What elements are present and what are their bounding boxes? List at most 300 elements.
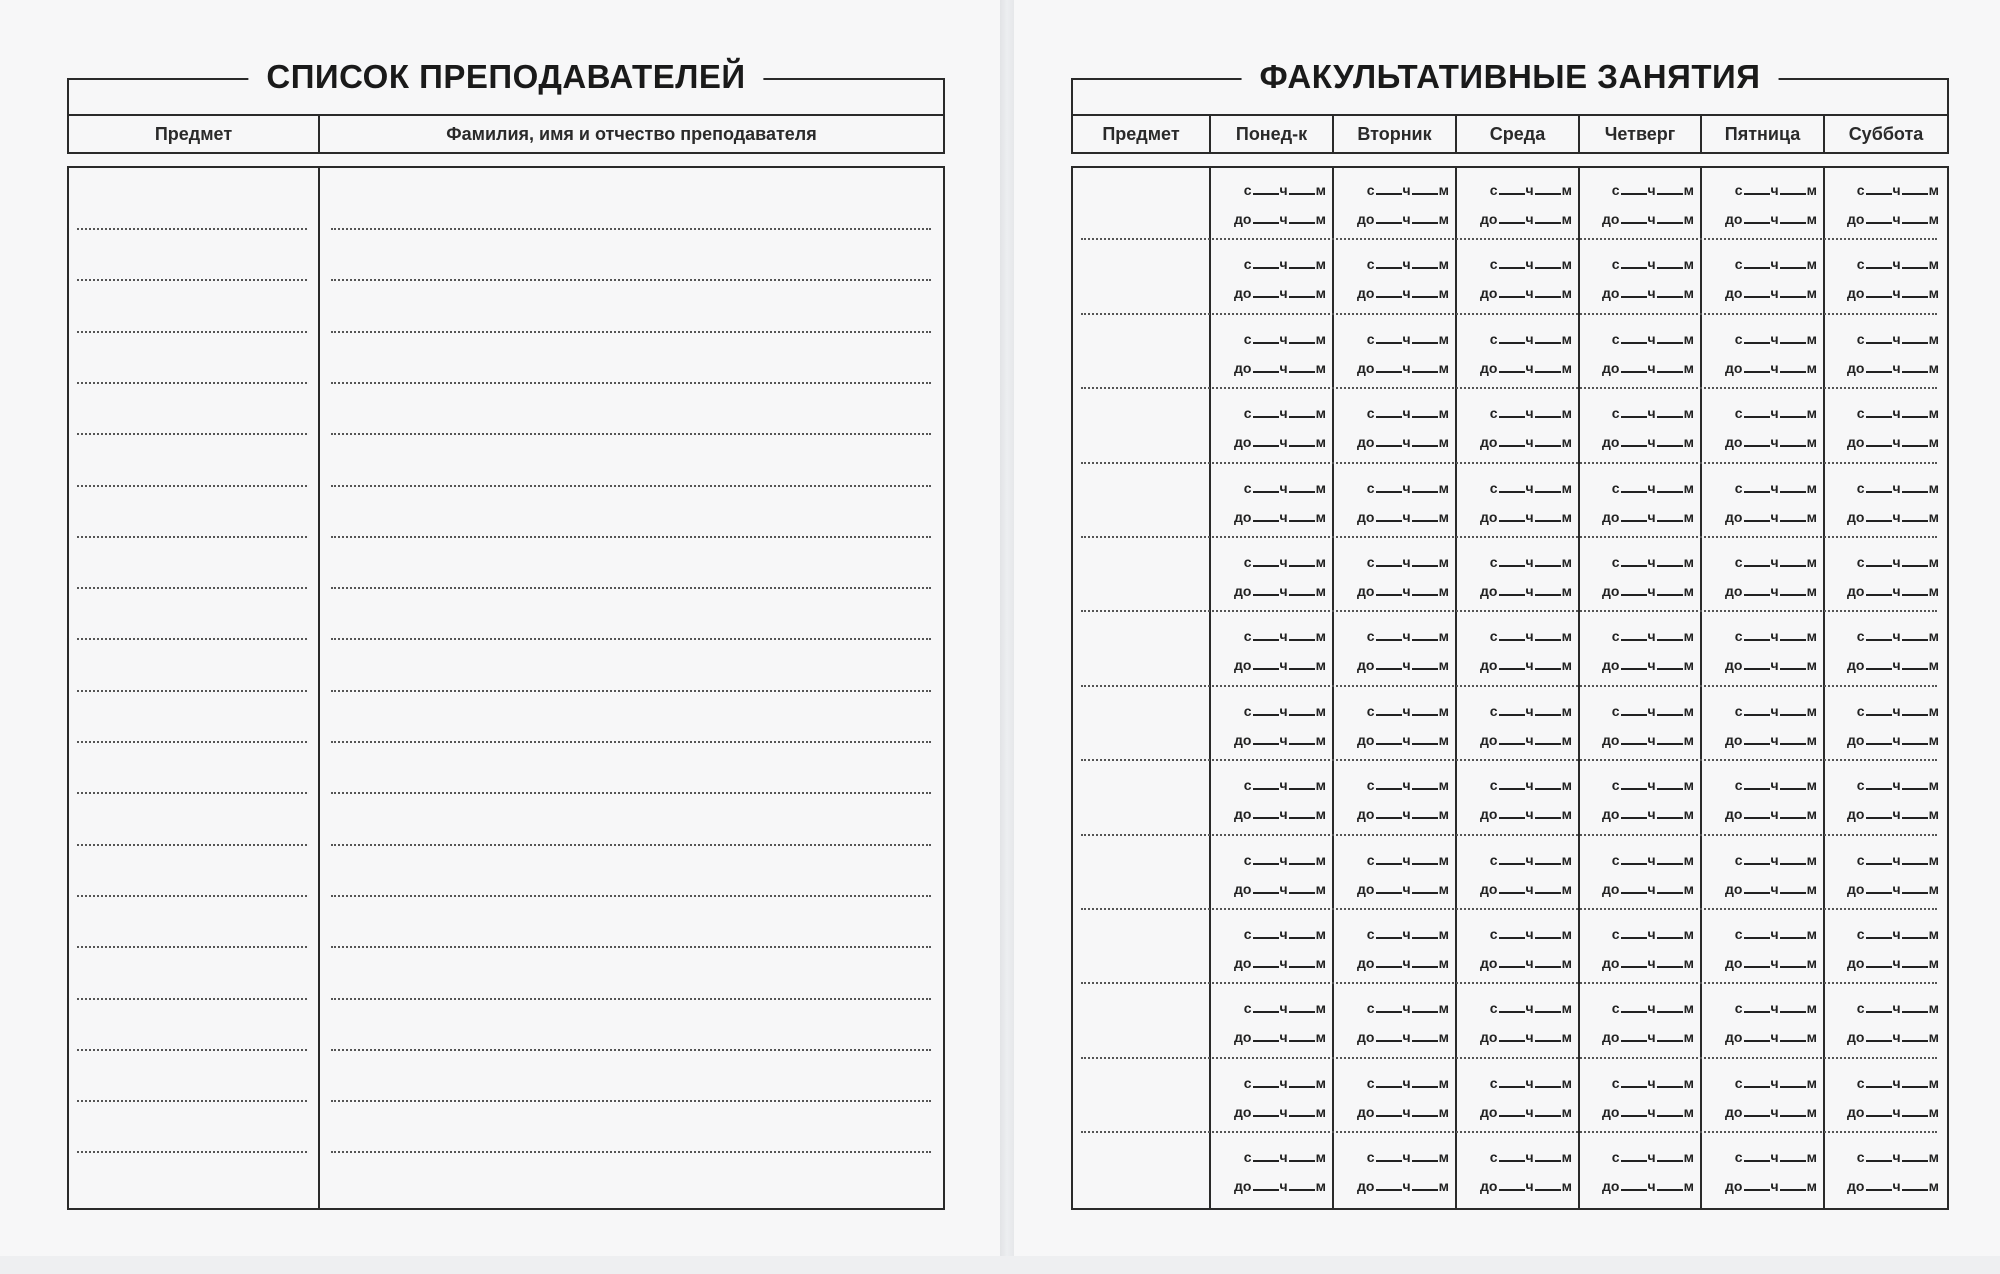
time-slot-cell[interactable] xyxy=(1702,689,1823,763)
teacher-name-write-line[interactable] xyxy=(331,690,931,692)
time-from-field[interactable] xyxy=(1825,848,1945,868)
time-to-field[interactable] xyxy=(1825,802,1945,822)
time-from-field[interactable] xyxy=(1211,476,1332,496)
time-slot-cell[interactable] xyxy=(1457,466,1578,540)
time-to-field[interactable] xyxy=(1702,1100,1823,1120)
time-from-field[interactable] xyxy=(1457,773,1578,793)
time-slot-cell[interactable] xyxy=(1457,391,1578,465)
teacher-name-write-line[interactable] xyxy=(331,433,931,435)
time-to-field[interactable] xyxy=(1334,505,1455,525)
time-from-field[interactable] xyxy=(1334,550,1455,570)
time-slot-cell[interactable] xyxy=(1334,466,1455,540)
time-from-field[interactable] xyxy=(1334,252,1455,272)
time-to-field[interactable] xyxy=(1211,951,1332,971)
subject-write-line[interactable] xyxy=(77,946,307,948)
elective-subject-cell[interactable] xyxy=(1073,1135,1211,1209)
time-to-field[interactable] xyxy=(1825,1025,1945,1045)
teacher-name-write-line[interactable] xyxy=(331,382,931,384)
time-to-field[interactable] xyxy=(1211,579,1332,599)
time-from-field[interactable] xyxy=(1334,624,1455,644)
time-to-field[interactable] xyxy=(1580,802,1700,822)
time-slot-cell[interactable] xyxy=(1702,1061,1823,1135)
time-from-field[interactable] xyxy=(1702,922,1823,942)
time-slot-cell[interactable] xyxy=(1457,838,1578,912)
time-to-field[interactable] xyxy=(1457,802,1578,822)
time-to-field[interactable] xyxy=(1580,1025,1700,1045)
time-from-field[interactable] xyxy=(1211,252,1332,272)
time-to-field[interactable] xyxy=(1580,653,1700,673)
time-to-field[interactable] xyxy=(1457,579,1578,599)
time-slot-cell[interactable] xyxy=(1825,1061,1945,1135)
time-slot-cell[interactable] xyxy=(1211,242,1332,316)
time-from-field[interactable] xyxy=(1580,624,1700,644)
subject-write-line[interactable] xyxy=(77,895,307,897)
time-slot-cell[interactable] xyxy=(1825,838,1945,912)
time-to-field[interactable] xyxy=(1702,356,1823,376)
time-to-field[interactable] xyxy=(1457,1025,1578,1045)
time-from-field[interactable] xyxy=(1580,327,1700,347)
time-from-field[interactable] xyxy=(1702,1145,1823,1165)
teacher-name-write-line[interactable] xyxy=(331,844,931,846)
elective-subject-cell[interactable] xyxy=(1073,614,1211,688)
time-slot-cell[interactable] xyxy=(1457,317,1578,391)
time-from-field[interactable] xyxy=(1334,996,1455,1016)
time-to-field[interactable] xyxy=(1457,281,1578,301)
time-to-field[interactable] xyxy=(1702,802,1823,822)
time-from-field[interactable] xyxy=(1457,401,1578,421)
time-slot-cell[interactable] xyxy=(1457,689,1578,763)
subject-write-line[interactable] xyxy=(77,279,307,281)
time-from-field[interactable] xyxy=(1334,848,1455,868)
time-to-field[interactable] xyxy=(1580,356,1700,376)
time-from-field[interactable] xyxy=(1825,401,1945,421)
teacher-name-write-line[interactable] xyxy=(331,587,931,589)
time-to-field[interactable] xyxy=(1825,1100,1945,1120)
time-from-field[interactable] xyxy=(1702,327,1823,347)
time-slot-cell[interactable] xyxy=(1457,540,1578,614)
time-from-field[interactable] xyxy=(1702,252,1823,272)
time-slot-cell[interactable] xyxy=(1211,1061,1332,1135)
time-slot-cell[interactable] xyxy=(1702,912,1823,986)
time-slot-cell[interactable] xyxy=(1211,1135,1332,1209)
time-to-field[interactable] xyxy=(1334,281,1455,301)
time-slot-cell[interactable] xyxy=(1580,1135,1700,1209)
elective-subject-cell[interactable] xyxy=(1073,912,1211,986)
time-to-field[interactable] xyxy=(1825,951,1945,971)
time-slot-cell[interactable] xyxy=(1702,986,1823,1060)
time-to-field[interactable] xyxy=(1334,1025,1455,1045)
time-from-field[interactable] xyxy=(1702,476,1823,496)
elective-subject-cell[interactable] xyxy=(1073,838,1211,912)
time-slot-cell[interactable] xyxy=(1702,614,1823,688)
subject-write-line[interactable] xyxy=(77,1049,307,1051)
time-from-field[interactable] xyxy=(1457,252,1578,272)
time-from-field[interactable] xyxy=(1457,848,1578,868)
time-from-field[interactable] xyxy=(1211,624,1332,644)
elective-subject-cell[interactable] xyxy=(1073,391,1211,465)
subject-write-line[interactable] xyxy=(77,382,307,384)
time-slot-cell[interactable] xyxy=(1211,838,1332,912)
time-slot-cell[interactable] xyxy=(1334,317,1455,391)
subject-write-line[interactable] xyxy=(77,844,307,846)
time-from-field[interactable] xyxy=(1702,773,1823,793)
time-from-field[interactable] xyxy=(1580,848,1700,868)
time-slot-cell[interactable] xyxy=(1702,838,1823,912)
subject-write-line[interactable] xyxy=(77,638,307,640)
time-to-field[interactable] xyxy=(1457,356,1578,376)
time-to-field[interactable] xyxy=(1825,356,1945,376)
time-from-field[interactable] xyxy=(1580,476,1700,496)
subject-write-line[interactable] xyxy=(77,741,307,743)
teacher-name-write-line[interactable] xyxy=(331,331,931,333)
time-from-field[interactable] xyxy=(1580,178,1700,198)
elective-subject-cell[interactable] xyxy=(1073,986,1211,1060)
subject-write-line[interactable] xyxy=(77,228,307,230)
time-to-field[interactable] xyxy=(1702,653,1823,673)
time-slot-cell[interactable] xyxy=(1211,986,1332,1060)
time-from-field[interactable] xyxy=(1457,1071,1578,1091)
time-from-field[interactable] xyxy=(1580,401,1700,421)
subject-write-line[interactable] xyxy=(77,587,307,589)
time-from-field[interactable] xyxy=(1580,922,1700,942)
time-from-field[interactable] xyxy=(1580,550,1700,570)
time-from-field[interactable] xyxy=(1825,624,1945,644)
time-slot-cell[interactable] xyxy=(1825,466,1945,540)
time-from-field[interactable] xyxy=(1702,178,1823,198)
time-to-field[interactable] xyxy=(1457,505,1578,525)
time-from-field[interactable] xyxy=(1457,550,1578,570)
time-from-field[interactable] xyxy=(1825,1145,1945,1165)
time-from-field[interactable] xyxy=(1457,178,1578,198)
time-from-field[interactable] xyxy=(1211,550,1332,570)
time-slot-cell[interactable] xyxy=(1457,1061,1578,1135)
time-to-field[interactable] xyxy=(1334,951,1455,971)
time-to-field[interactable] xyxy=(1580,728,1700,748)
time-slot-cell[interactable] xyxy=(1825,986,1945,1060)
time-to-field[interactable] xyxy=(1457,1174,1578,1194)
time-to-field[interactable] xyxy=(1825,877,1945,897)
time-from-field[interactable] xyxy=(1211,922,1332,942)
time-to-field[interactable] xyxy=(1702,728,1823,748)
time-from-field[interactable] xyxy=(1211,1145,1332,1165)
subject-write-line[interactable] xyxy=(77,331,307,333)
time-to-field[interactable] xyxy=(1211,653,1332,673)
time-from-field[interactable] xyxy=(1457,996,1578,1016)
time-to-field[interactable] xyxy=(1334,728,1455,748)
teacher-name-write-line[interactable] xyxy=(331,228,931,230)
time-to-field[interactable] xyxy=(1334,207,1455,227)
time-to-field[interactable] xyxy=(1211,1025,1332,1045)
time-from-field[interactable] xyxy=(1457,699,1578,719)
time-from-field[interactable] xyxy=(1334,773,1455,793)
time-to-field[interactable] xyxy=(1825,281,1945,301)
time-to-field[interactable] xyxy=(1457,877,1578,897)
time-from-field[interactable] xyxy=(1825,252,1945,272)
time-to-field[interactable] xyxy=(1825,728,1945,748)
time-slot-cell[interactable] xyxy=(1457,986,1578,1060)
time-slot-cell[interactable] xyxy=(1825,391,1945,465)
time-from-field[interactable] xyxy=(1702,848,1823,868)
time-slot-cell[interactable] xyxy=(1825,763,1945,837)
time-from-field[interactable] xyxy=(1457,624,1578,644)
time-slot-cell[interactable] xyxy=(1825,317,1945,391)
teacher-name-write-line[interactable] xyxy=(331,792,931,794)
elective-subject-cell[interactable] xyxy=(1073,1061,1211,1135)
time-to-field[interactable] xyxy=(1334,356,1455,376)
time-to-field[interactable] xyxy=(1580,1174,1700,1194)
time-from-field[interactable] xyxy=(1457,1145,1578,1165)
teacher-name-write-line[interactable] xyxy=(331,895,931,897)
time-slot-cell[interactable] xyxy=(1580,763,1700,837)
time-from-field[interactable] xyxy=(1702,996,1823,1016)
time-slot-cell[interactable] xyxy=(1580,986,1700,1060)
time-from-field[interactable] xyxy=(1457,476,1578,496)
time-to-field[interactable] xyxy=(1211,728,1332,748)
time-to-field[interactable] xyxy=(1825,1174,1945,1194)
time-to-field[interactable] xyxy=(1211,356,1332,376)
time-slot-cell[interactable] xyxy=(1334,1061,1455,1135)
time-to-field[interactable] xyxy=(1334,877,1455,897)
time-slot-cell[interactable] xyxy=(1334,1135,1455,1209)
time-to-field[interactable] xyxy=(1457,951,1578,971)
subject-write-line[interactable] xyxy=(77,485,307,487)
time-slot-cell[interactable] xyxy=(1334,838,1455,912)
time-to-field[interactable] xyxy=(1211,207,1332,227)
teacher-name-write-line[interactable] xyxy=(331,638,931,640)
time-slot-cell[interactable] xyxy=(1702,317,1823,391)
subject-write-line[interactable] xyxy=(77,1100,307,1102)
time-slot-cell[interactable] xyxy=(1334,168,1455,242)
time-to-field[interactable] xyxy=(1580,505,1700,525)
time-slot-cell[interactable] xyxy=(1334,614,1455,688)
time-slot-cell[interactable] xyxy=(1457,763,1578,837)
time-slot-cell[interactable] xyxy=(1457,912,1578,986)
time-to-field[interactable] xyxy=(1702,207,1823,227)
time-from-field[interactable] xyxy=(1580,252,1700,272)
time-slot-cell[interactable] xyxy=(1211,168,1332,242)
time-slot-cell[interactable] xyxy=(1580,391,1700,465)
time-slot-cell[interactable] xyxy=(1580,912,1700,986)
time-slot-cell[interactable] xyxy=(1702,540,1823,614)
time-to-field[interactable] xyxy=(1211,1174,1332,1194)
time-to-field[interactable] xyxy=(1211,281,1332,301)
time-to-field[interactable] xyxy=(1825,430,1945,450)
time-to-field[interactable] xyxy=(1825,505,1945,525)
time-from-field[interactable] xyxy=(1825,327,1945,347)
teacher-name-write-line[interactable] xyxy=(331,536,931,538)
time-from-field[interactable] xyxy=(1580,996,1700,1016)
time-slot-cell[interactable] xyxy=(1457,1135,1578,1209)
time-slot-cell[interactable] xyxy=(1580,168,1700,242)
time-from-field[interactable] xyxy=(1334,922,1455,942)
time-from-field[interactable] xyxy=(1825,922,1945,942)
time-to-field[interactable] xyxy=(1825,579,1945,599)
time-slot-cell[interactable] xyxy=(1702,466,1823,540)
time-slot-cell[interactable] xyxy=(1825,540,1945,614)
time-slot-cell[interactable] xyxy=(1457,614,1578,688)
teachers-table-body[interactable] xyxy=(67,166,945,1210)
time-from-field[interactable] xyxy=(1211,401,1332,421)
time-from-field[interactable] xyxy=(1825,773,1945,793)
time-to-field[interactable] xyxy=(1211,802,1332,822)
time-to-field[interactable] xyxy=(1580,1100,1700,1120)
time-slot-cell[interactable] xyxy=(1825,242,1945,316)
time-slot-cell[interactable] xyxy=(1825,689,1945,763)
time-slot-cell[interactable] xyxy=(1580,1061,1700,1135)
elective-subject-cell[interactable] xyxy=(1073,466,1211,540)
time-from-field[interactable] xyxy=(1211,327,1332,347)
teacher-name-write-line[interactable] xyxy=(331,485,931,487)
time-slot-cell[interactable] xyxy=(1211,763,1332,837)
time-slot-cell[interactable] xyxy=(1702,763,1823,837)
time-slot-cell[interactable] xyxy=(1580,540,1700,614)
time-from-field[interactable] xyxy=(1702,1071,1823,1091)
time-to-field[interactable] xyxy=(1702,951,1823,971)
teacher-name-write-line[interactable] xyxy=(331,741,931,743)
time-slot-cell[interactable] xyxy=(1702,391,1823,465)
time-to-field[interactable] xyxy=(1825,653,1945,673)
time-slot-cell[interactable] xyxy=(1334,986,1455,1060)
time-to-field[interactable] xyxy=(1580,877,1700,897)
time-to-field[interactable] xyxy=(1334,579,1455,599)
electives-table-body[interactable] xyxy=(1071,166,1949,1210)
time-to-field[interactable] xyxy=(1457,728,1578,748)
time-from-field[interactable] xyxy=(1825,1071,1945,1091)
time-from-field[interactable] xyxy=(1580,1145,1700,1165)
time-slot-cell[interactable] xyxy=(1825,168,1945,242)
time-to-field[interactable] xyxy=(1457,1100,1578,1120)
time-to-field[interactable] xyxy=(1211,505,1332,525)
time-slot-cell[interactable] xyxy=(1580,689,1700,763)
time-to-field[interactable] xyxy=(1825,207,1945,227)
teacher-name-write-line[interactable] xyxy=(331,946,931,948)
time-from-field[interactable] xyxy=(1580,1071,1700,1091)
time-slot-cell[interactable] xyxy=(1457,242,1578,316)
time-from-field[interactable] xyxy=(1334,1071,1455,1091)
time-to-field[interactable] xyxy=(1334,653,1455,673)
time-to-field[interactable] xyxy=(1334,1100,1455,1120)
time-to-field[interactable] xyxy=(1702,1025,1823,1045)
time-from-field[interactable] xyxy=(1211,996,1332,1016)
time-slot-cell[interactable] xyxy=(1211,540,1332,614)
time-from-field[interactable] xyxy=(1702,699,1823,719)
time-from-field[interactable] xyxy=(1334,327,1455,347)
teacher-name-write-line[interactable] xyxy=(331,1151,931,1153)
subject-write-line[interactable] xyxy=(77,792,307,794)
elective-subject-cell[interactable] xyxy=(1073,242,1211,316)
time-slot-cell[interactable] xyxy=(1825,912,1945,986)
time-to-field[interactable] xyxy=(1580,579,1700,599)
time-slot-cell[interactable] xyxy=(1580,614,1700,688)
time-from-field[interactable] xyxy=(1211,773,1332,793)
time-slot-cell[interactable] xyxy=(1334,912,1455,986)
time-slot-cell[interactable] xyxy=(1702,1135,1823,1209)
time-to-field[interactable] xyxy=(1702,281,1823,301)
time-slot-cell[interactable] xyxy=(1580,317,1700,391)
subject-write-line[interactable] xyxy=(77,536,307,538)
time-to-field[interactable] xyxy=(1580,951,1700,971)
elective-subject-cell[interactable] xyxy=(1073,540,1211,614)
time-from-field[interactable] xyxy=(1334,476,1455,496)
elective-subject-cell[interactable] xyxy=(1073,168,1211,242)
time-from-field[interactable] xyxy=(1334,401,1455,421)
time-from-field[interactable] xyxy=(1334,178,1455,198)
time-to-field[interactable] xyxy=(1702,430,1823,450)
time-to-field[interactable] xyxy=(1702,877,1823,897)
time-from-field[interactable] xyxy=(1825,699,1945,719)
time-from-field[interactable] xyxy=(1211,848,1332,868)
time-from-field[interactable] xyxy=(1825,550,1945,570)
time-from-field[interactable] xyxy=(1825,178,1945,198)
time-from-field[interactable] xyxy=(1457,922,1578,942)
time-slot-cell[interactable] xyxy=(1211,614,1332,688)
teacher-name-write-line[interactable] xyxy=(331,279,931,281)
time-to-field[interactable] xyxy=(1580,281,1700,301)
time-slot-cell[interactable] xyxy=(1211,317,1332,391)
time-from-field[interactable] xyxy=(1211,1071,1332,1091)
time-slot-cell[interactable] xyxy=(1211,912,1332,986)
time-from-field[interactable] xyxy=(1702,550,1823,570)
time-from-field[interactable] xyxy=(1457,327,1578,347)
time-to-field[interactable] xyxy=(1457,207,1578,227)
time-from-field[interactable] xyxy=(1580,699,1700,719)
time-to-field[interactable] xyxy=(1580,430,1700,450)
time-to-field[interactable] xyxy=(1702,1174,1823,1194)
time-to-field[interactable] xyxy=(1211,430,1332,450)
time-to-field[interactable] xyxy=(1334,802,1455,822)
teacher-name-write-line[interactable] xyxy=(331,1100,931,1102)
time-to-field[interactable] xyxy=(1334,1174,1455,1194)
teacher-name-write-line[interactable] xyxy=(331,1049,931,1051)
time-from-field[interactable] xyxy=(1825,996,1945,1016)
time-from-field[interactable] xyxy=(1334,699,1455,719)
time-slot-cell[interactable] xyxy=(1702,168,1823,242)
time-to-field[interactable] xyxy=(1211,877,1332,897)
time-to-field[interactable] xyxy=(1457,653,1578,673)
subject-write-line[interactable] xyxy=(77,1151,307,1153)
subject-write-line[interactable] xyxy=(77,433,307,435)
elective-subject-cell[interactable] xyxy=(1073,689,1211,763)
elective-subject-cell[interactable] xyxy=(1073,763,1211,837)
time-from-field[interactable] xyxy=(1211,699,1332,719)
time-from-field[interactable] xyxy=(1334,1145,1455,1165)
time-slot-cell[interactable] xyxy=(1334,540,1455,614)
time-from-field[interactable] xyxy=(1702,624,1823,644)
time-slot-cell[interactable] xyxy=(1211,689,1332,763)
time-to-field[interactable] xyxy=(1457,430,1578,450)
time-to-field[interactable] xyxy=(1334,430,1455,450)
time-from-field[interactable] xyxy=(1211,178,1332,198)
time-slot-cell[interactable] xyxy=(1580,242,1700,316)
time-from-field[interactable] xyxy=(1580,773,1700,793)
elective-subject-cell[interactable] xyxy=(1073,317,1211,391)
time-slot-cell[interactable] xyxy=(1211,466,1332,540)
time-slot-cell[interactable] xyxy=(1580,466,1700,540)
time-to-field[interactable] xyxy=(1211,1100,1332,1120)
time-to-field[interactable] xyxy=(1702,505,1823,525)
subject-write-line[interactable] xyxy=(77,690,307,692)
time-slot-cell[interactable] xyxy=(1334,689,1455,763)
time-slot-cell[interactable] xyxy=(1702,242,1823,316)
teacher-name-write-line[interactable] xyxy=(331,998,931,1000)
time-slot-cell[interactable] xyxy=(1334,763,1455,837)
time-to-field[interactable] xyxy=(1580,207,1700,227)
subject-write-line[interactable] xyxy=(77,998,307,1000)
time-slot-cell[interactable] xyxy=(1211,391,1332,465)
time-to-field[interactable] xyxy=(1702,579,1823,599)
time-slot-cell[interactable] xyxy=(1825,614,1945,688)
time-slot-cell[interactable] xyxy=(1334,391,1455,465)
